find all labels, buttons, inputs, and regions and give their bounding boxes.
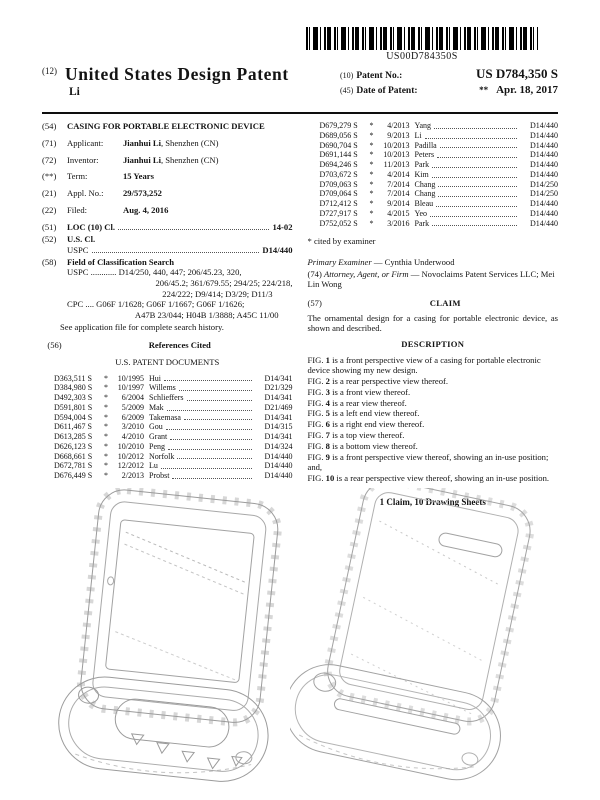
field-cpc-line: A47B 23/044; H04B 1/3888; A45C 11/00	[134, 310, 279, 321]
field-search-row	[42, 257, 293, 267]
dot-leader	[425, 131, 517, 139]
ref-number: D690,704 S	[319, 140, 358, 150]
claim-heading-row	[308, 298, 559, 308]
reference-row	[54, 403, 293, 413]
left-column	[42, 121, 293, 508]
dot-leader	[164, 374, 252, 382]
ref-star: *	[104, 393, 108, 403]
ref-star: *	[104, 451, 108, 461]
field-code: (21)	[42, 188, 57, 199]
filed-row	[42, 205, 293, 215]
inventor-surname: Li	[69, 86, 80, 98]
ref-star: *	[104, 471, 108, 481]
dot-leader	[436, 199, 517, 207]
dot-leader	[437, 150, 517, 158]
reference-row	[320, 141, 559, 151]
ref-class: D14/341	[264, 412, 293, 422]
dot-leader	[430, 209, 517, 217]
right-column	[308, 121, 559, 508]
document-columns	[42, 121, 558, 508]
loc-label: LOC (10) Cl.	[67, 221, 115, 232]
figure-description-line: FIG. 3 is a front view thereof.	[307, 386, 411, 397]
reference-row	[320, 199, 559, 209]
figure-descriptions	[308, 355, 559, 483]
dot-leader	[161, 461, 252, 469]
ref-class: D14/440	[530, 160, 558, 169]
ref-class: D14/440	[530, 150, 558, 160]
reference-row	[54, 383, 293, 393]
title-row	[42, 121, 293, 131]
reference-row	[54, 413, 293, 423]
reference-row	[54, 393, 293, 403]
dot-leader	[167, 403, 252, 411]
ref-date: 3/2016	[387, 218, 410, 228]
ref-class: D14/440	[530, 199, 558, 208]
drawing-figures	[0, 488, 600, 800]
field-code: (54)	[42, 121, 57, 131]
dot-leader	[166, 422, 252, 430]
ref-class: D14/315	[264, 422, 293, 432]
ref-class: D14/440	[530, 121, 558, 130]
reference-row	[320, 160, 559, 170]
ref-number: D594,004 S	[54, 412, 93, 422]
ref-star: *	[369, 169, 374, 179]
date-label: Date of Patent:	[356, 86, 418, 96]
field-uspc-line: USPC ............ D14/250, 440, 447; 206/45.23, 320,	[67, 267, 242, 278]
patent-number-row	[340, 66, 558, 82]
filed-value: Aug. 4, 2016	[123, 205, 169, 216]
ref-class: D14/341	[264, 373, 293, 383]
ref-class: D14/440	[530, 130, 558, 140]
applicant-label: Applicant:	[67, 137, 104, 148]
ref-name: Probst	[149, 471, 170, 481]
reference-row	[54, 442, 293, 452]
ref-star: *	[369, 199, 374, 208]
inventor-row	[42, 155, 293, 165]
figure-description-line: FIG. 2 is a rear perspective view thereof.	[307, 375, 449, 386]
dot-leader	[434, 121, 517, 129]
field-code: (57)	[307, 297, 322, 308]
dot-leader	[438, 189, 517, 197]
patent-date-row	[340, 84, 558, 96]
ref-number: D727,917 S	[319, 208, 358, 218]
dot-leader	[187, 393, 252, 401]
dot-leader	[177, 452, 251, 460]
barcode-text: US00D784350S	[386, 51, 458, 62]
ref-number: D676,449 S	[54, 471, 93, 481]
claims-sheets-note: 1 Claim, 10 Drawing Sheets	[379, 497, 486, 507]
ref-star: *	[369, 189, 374, 199]
references-table-left	[54, 374, 293, 481]
date-stars: **	[479, 85, 489, 95]
field-code: (22)	[42, 205, 57, 216]
patent-no-code: (10)	[340, 71, 354, 80]
ref-name: Li	[414, 130, 422, 140]
reference-row	[54, 432, 293, 442]
figure-description-line: FIG. 8 is a bottom view thereof.	[307, 440, 418, 451]
ref-number: D668,661 S	[54, 451, 93, 461]
references-heading: References Cited	[148, 340, 211, 350]
cited-by-examiner-note: * cited by examiner	[307, 236, 376, 247]
term-row	[42, 171, 293, 181]
ref-number: D384,980 S	[54, 383, 93, 393]
field-code: (51)	[42, 221, 57, 232]
patent-date: Apr. 18, 2017	[496, 84, 558, 96]
ref-number: D613,285 S	[54, 432, 93, 442]
ref-star: *	[104, 373, 108, 383]
ref-star: *	[104, 412, 108, 422]
ref-date: 11/2013	[383, 160, 410, 169]
field-code: (52)	[42, 234, 57, 245]
ref-class: D14/440	[530, 140, 558, 150]
uspc-value: D14/440	[262, 244, 293, 255]
us-cl-row	[42, 234, 293, 244]
search-history-note: See application file for complete search history.	[60, 321, 224, 332]
field-uspc-line: 224/222; D9/414; D3/29; D11/3	[162, 288, 273, 299]
ref-name: Schlieffers	[149, 393, 184, 403]
figure-description-line: FIG. 6 is a right end view thereof.	[307, 419, 425, 430]
dot-leader	[438, 180, 517, 188]
ref-date: 10/2013	[383, 140, 410, 150]
ref-star: *	[104, 422, 108, 432]
figure-description-line: FIG. 7 is a top view thereof.	[307, 429, 405, 440]
inventor-label: Inventor:	[67, 154, 99, 165]
ref-class: D14/440	[530, 169, 558, 179]
ref-date: 9/2013	[387, 130, 410, 140]
inventor-value: Jianhui Li, Shenzhen (CN)	[123, 154, 219, 165]
applicant-value: Jianhui Li, Shenzhen (CN)	[123, 137, 219, 148]
dot-leader	[440, 141, 517, 149]
ref-number: D689,056 S	[319, 130, 358, 140]
ref-number: D611,467 S	[54, 422, 92, 432]
dot-leader	[432, 170, 517, 178]
field-code: (71)	[42, 137, 57, 148]
ref-number: D694,246 S	[319, 160, 358, 169]
kind-code: (12)	[42, 66, 57, 76]
dot-leader	[432, 160, 517, 168]
reference-row	[54, 422, 293, 432]
ref-star: *	[104, 441, 108, 451]
dot-leader	[179, 383, 252, 391]
field-uspc-line: 206/45.2; 361/679.55; 294/25; 224/218,	[155, 278, 293, 289]
ref-date: 5/2009	[121, 402, 144, 412]
ref-star: *	[104, 402, 108, 412]
ref-name: Kim	[414, 169, 429, 179]
ref-star: *	[369, 130, 374, 140]
ref-star: *	[369, 150, 374, 160]
term-label: Term:	[67, 171, 88, 182]
ref-name: Norfolk	[149, 451, 175, 461]
ref-class: D14/440	[264, 471, 293, 481]
field-code: (58)	[42, 256, 57, 267]
ref-class: D14/341	[264, 432, 293, 442]
us-cl-label: U.S. Cl.	[67, 234, 96, 245]
ref-date: 9/2014	[387, 199, 410, 208]
ref-name: Bleau	[414, 199, 434, 208]
reference-row	[54, 374, 293, 384]
ref-star: *	[369, 179, 374, 189]
attorney-line: (74) Attorney, Agent, or Firm — Novoclaims Patent Services LLC; Mei Lin Wong	[307, 268, 555, 290]
field-code: (56)	[47, 340, 62, 350]
claim-heading: CLAIM	[429, 297, 461, 308]
field-cpc-line: CPC .... G06F 1/1628; G06F 1/1667; G06F 1/1626;	[67, 299, 245, 310]
ref-name: Grant	[149, 432, 168, 442]
ref-class: D14/324	[264, 441, 293, 451]
ref-date: 10/2013	[383, 150, 410, 160]
ref-class: D14/341	[264, 393, 293, 403]
ref-class: D14/250	[530, 189, 558, 199]
ref-class: D14/250	[530, 179, 558, 189]
reference-row	[320, 121, 559, 131]
uspc-row	[67, 245, 293, 255]
figure-rear-perspective-drawing	[290, 488, 552, 796]
ref-date: 6/2004	[121, 393, 144, 403]
field-search-label: Field of Classification Search	[67, 256, 175, 267]
ref-date: 6/2009	[121, 412, 144, 422]
ref-date: 10/2012	[117, 451, 144, 461]
reference-row	[54, 461, 293, 471]
ref-number: D752,052 S	[319, 218, 358, 228]
reference-row	[54, 471, 293, 481]
ref-name: Padilla	[414, 140, 437, 150]
ref-date: 12/2012	[117, 461, 144, 471]
references-heading-row	[42, 340, 293, 350]
ref-name: Yeo	[414, 208, 428, 218]
ref-date: 4/2014	[387, 169, 410, 179]
dot-leader	[172, 471, 251, 479]
ref-class: D14/440	[264, 451, 293, 461]
ref-name: Hui	[149, 373, 161, 383]
applicant-row	[42, 138, 293, 148]
ref-number: D591,801 S	[54, 402, 93, 412]
barcode-image	[306, 27, 538, 50]
ref-class: D14/440	[530, 218, 558, 228]
ref-name: Mak	[149, 402, 164, 412]
dot-leader	[168, 442, 252, 450]
ref-star: *	[369, 218, 374, 228]
ref-date: 2/2013	[121, 471, 144, 481]
primary-examiner-line: Primary Examiner — Cynthia Underwood	[307, 256, 455, 267]
reference-row	[320, 150, 559, 160]
ref-name: Chang	[414, 189, 436, 199]
ref-number: D672,781 S	[54, 461, 93, 471]
invention-title: CASING FOR PORTABLE ELECTRONIC DEVICE	[67, 121, 265, 131]
figure-description-line: FIG. 10 is a rear perspective view thereof, showing an in-use position.	[307, 472, 550, 483]
ref-star: *	[104, 383, 108, 393]
appl-no-value: 29/573,252	[123, 188, 162, 199]
ref-date: 10/1997	[117, 383, 144, 393]
reference-row	[320, 219, 559, 229]
ref-number: D703,672 S	[319, 169, 358, 179]
figure-description-line: FIG. 5 is a left end view thereof.	[307, 408, 420, 419]
ref-name: Chang	[414, 179, 436, 189]
claim-text: The ornamental design for a casing for portable electronic device, as shown and described.	[307, 312, 558, 334]
ref-number: D709,064 S	[319, 189, 358, 199]
ref-date: 4/2010	[121, 432, 144, 442]
barcode	[298, 27, 546, 62]
ref-number: D492,303 S	[54, 393, 93, 403]
field-code: (72)	[42, 154, 57, 165]
ref-date: 3/2010	[121, 422, 144, 432]
ref-date: 4/2015	[387, 208, 410, 218]
ref-number: D709,063 S	[319, 179, 358, 189]
header-right	[340, 66, 558, 98]
description-heading-row	[308, 339, 559, 349]
dot-leader	[184, 413, 252, 421]
appl-no-row	[42, 188, 293, 198]
description-heading: DESCRIPTION	[401, 339, 465, 350]
ref-star: *	[369, 140, 374, 150]
reference-row	[320, 170, 559, 180]
ref-star: *	[369, 121, 374, 130]
appl-no-label: Appl. No.:	[67, 188, 104, 199]
ref-name: Gou	[149, 422, 163, 432]
ref-name: Peters	[414, 150, 435, 160]
reference-row	[54, 452, 293, 462]
page-title: United States Design Patent	[65, 64, 289, 84]
ref-date: 10/1995	[117, 373, 144, 383]
reference-row	[320, 131, 559, 141]
term-value: 15 Years	[123, 171, 154, 182]
ref-name: Lu	[149, 461, 158, 471]
date-code: (45)	[340, 86, 354, 95]
header-left	[42, 64, 289, 98]
reference-row	[320, 189, 559, 199]
ref-name: Willems	[149, 383, 176, 393]
ref-number: D679,279 S	[319, 121, 358, 130]
filed-label: Filed:	[67, 205, 88, 216]
ref-date: 10/2010	[117, 441, 144, 451]
figure-description-line: FIG. 1 is a front perspective view of a casing for portable electronic device showing my new design.	[307, 354, 541, 376]
references-table-right	[320, 121, 559, 228]
ref-name: Park	[414, 160, 430, 169]
us-patent-documents-heading: U.S. PATENT DOCUMENTS	[115, 357, 220, 368]
ref-class: D21/469	[264, 402, 293, 412]
dot-leader	[92, 245, 260, 253]
ref-star: *	[369, 160, 374, 169]
figure-description-line: FIG. 4 is a rear view thereof.	[307, 397, 407, 408]
ref-number: D691,144 S	[319, 150, 358, 160]
ref-name: Peng	[149, 441, 165, 451]
patent-no-label: Patent No.:	[356, 71, 403, 81]
field-code: (**)	[42, 171, 57, 182]
ref-class: D14/440	[530, 208, 558, 218]
ref-number: D712,412 S	[319, 199, 358, 208]
ref-class: D21/329	[264, 383, 293, 393]
figure-description-line: FIG. 9 is a front perspective view thereof, showing an in-use position; and,	[307, 451, 549, 472]
uspc-label: USPC	[67, 244, 89, 255]
loc-value: 14-02	[272, 221, 293, 232]
ref-date: 7/2014	[387, 189, 410, 199]
ref-number: D363,511 S	[54, 373, 92, 383]
ref-name: Takemasa	[149, 412, 181, 422]
ref-star: *	[104, 461, 108, 471]
ref-number: D626,123 S	[54, 441, 93, 451]
ref-name: Park	[414, 218, 430, 228]
dot-leader	[118, 222, 269, 230]
patent-number: US D784,350 S	[476, 66, 558, 81]
ref-date: 4/2013	[387, 121, 410, 130]
loc-class-row	[42, 222, 293, 232]
ref-star: *	[369, 208, 374, 218]
figure-front-perspective-drawing	[48, 488, 303, 796]
ref-name: Yang	[414, 121, 432, 130]
ref-class: D14/440	[264, 461, 293, 471]
dot-leader	[432, 219, 517, 227]
header-divider	[42, 112, 558, 114]
ref-date: 7/2014	[387, 179, 410, 189]
dot-leader	[170, 432, 251, 440]
reference-row	[320, 180, 559, 190]
reference-row	[320, 209, 559, 219]
ref-star: *	[104, 432, 108, 442]
